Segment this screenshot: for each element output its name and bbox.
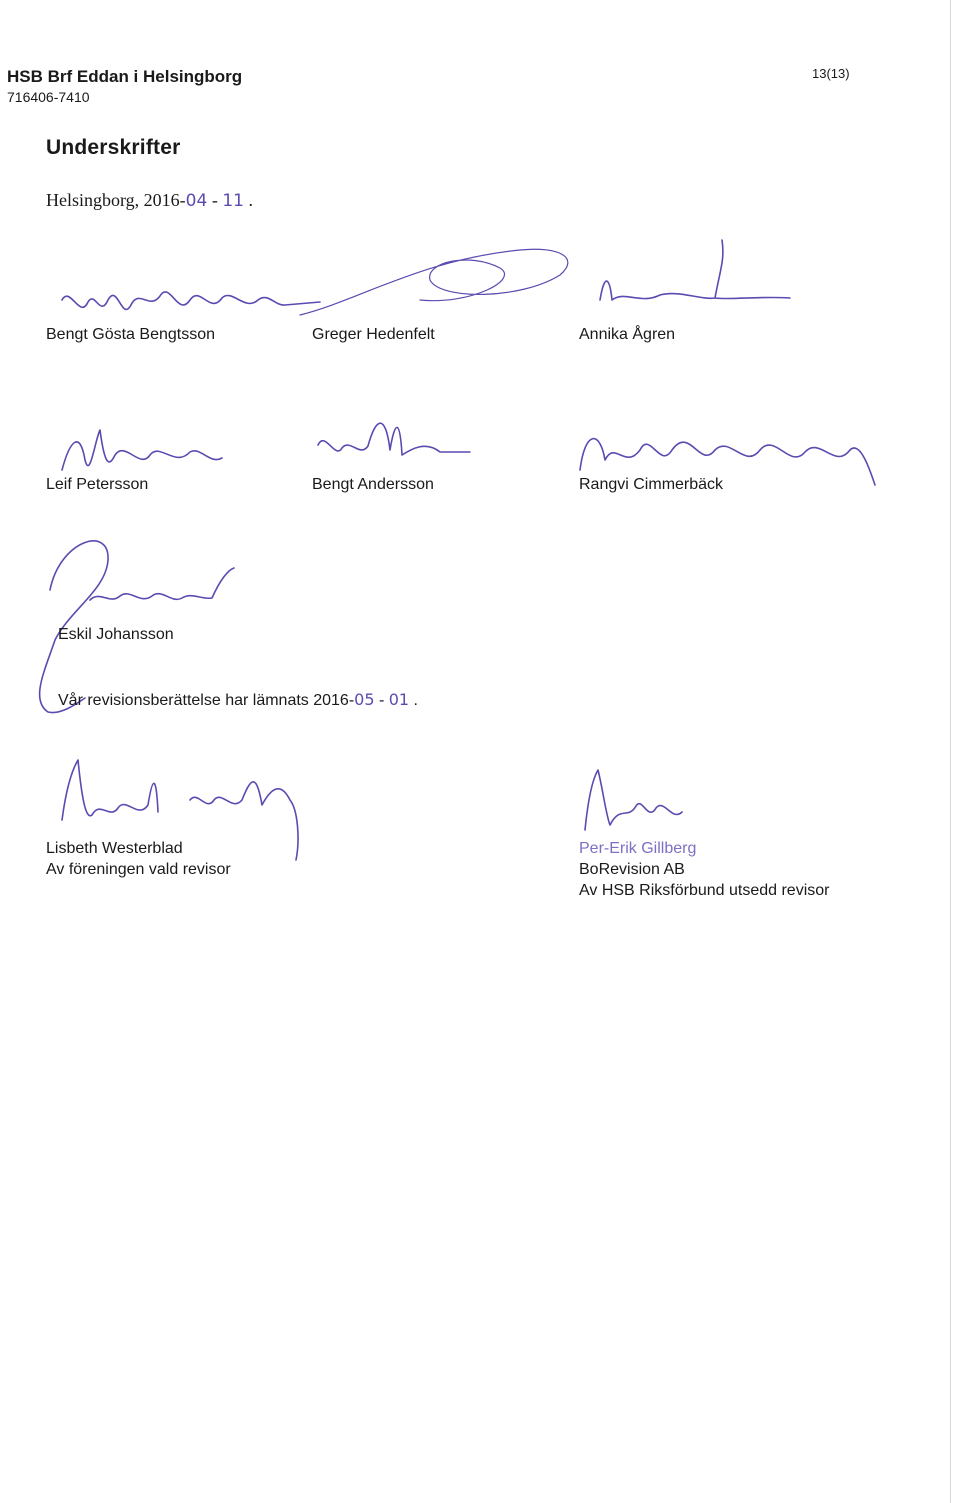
auditor-2-name: Per-Erik Gillberg (579, 840, 697, 857)
auditor-1-name: Lisbeth Westerblad (46, 840, 183, 857)
page-edge (950, 0, 951, 1503)
signature-bengtsson (62, 292, 320, 309)
place-date: Helsingborg, 2016-04 - 11 . (46, 190, 253, 211)
signatory-name-5: Bengt Andersson (312, 476, 434, 493)
signature-agren (600, 240, 790, 300)
signatory-name-2: Greger Hedenfelt (312, 326, 435, 343)
signatory-name-1: Bengt Gösta Bengtsson (46, 326, 215, 343)
signatory-name-4: Leif Petersson (46, 476, 149, 493)
org-name: HSB Brf Eddan i Helsingborg (7, 67, 243, 86)
signature-petersson (62, 430, 222, 470)
audit-handwritten-month: 05 (354, 690, 375, 709)
signature-hedenfelt (300, 249, 568, 315)
signatory-name-7: Eskil Johansson (58, 626, 174, 643)
audit-statement: Vår revisionsberättelse har lämnats 2016-05 - 01 . (58, 690, 418, 709)
signatory-name-6: Rangvi Cimmerbäck (579, 476, 724, 493)
audit-handwritten-day: 01 (388, 690, 410, 709)
section-title: Underskrifter (46, 136, 181, 159)
signature-andersson (318, 423, 470, 455)
handwritten-day: 11 (222, 191, 244, 211)
handwritten-month: 04 (185, 191, 208, 211)
auditor-1-role: Av föreningen vald revisor (46, 861, 231, 878)
auditor-2-company: BoRevision AB (579, 861, 685, 878)
org-number: 716406-7410 (7, 89, 90, 105)
auditor-2-role: Av HSB Riksförbund utsedd revisor (579, 882, 830, 899)
page-number: 13(13) (812, 66, 850, 81)
place-date-prefix: Helsingborg, 2016- (46, 190, 186, 210)
signature-gillberg (585, 770, 682, 830)
signatory-name-3: Annika Ågren (579, 326, 676, 343)
audit-statement-prefix: Vår revisionsberättelse har lämnats 2016- (58, 692, 355, 709)
